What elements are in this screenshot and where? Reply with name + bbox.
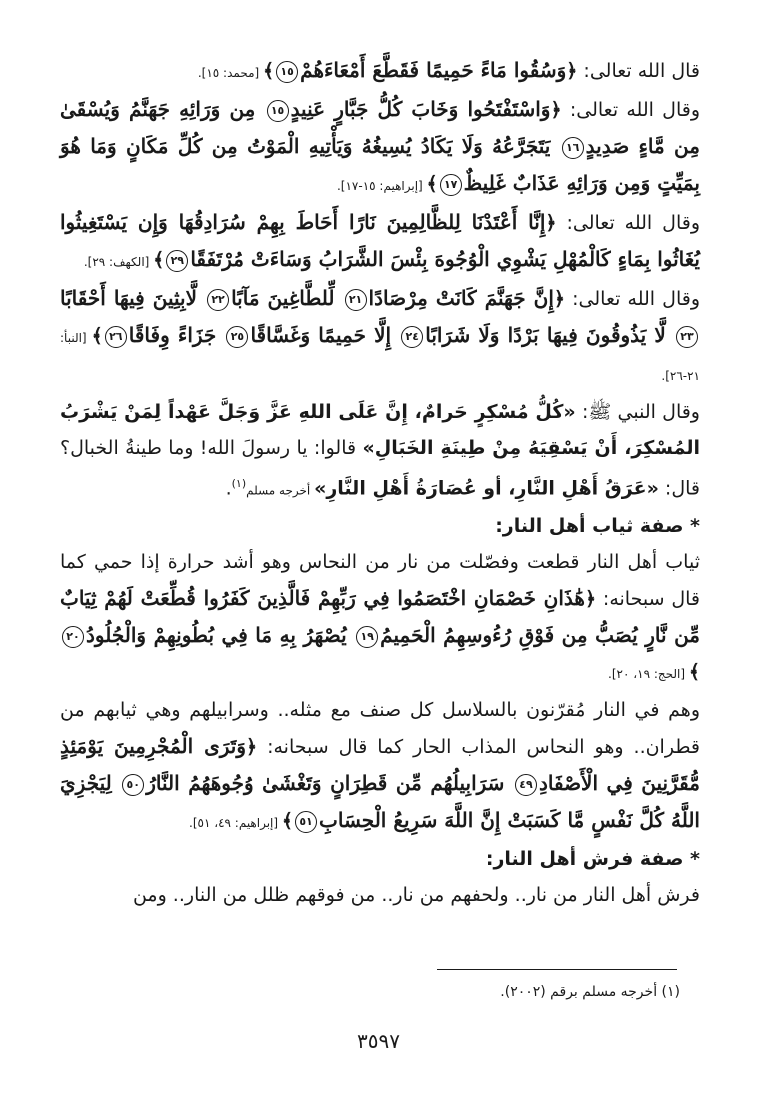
verse-text: لَّا يَذُوقُونَ فِيهَا بَرْدًا وَلَا شَرَابًا — [425, 323, 674, 347]
hadith-text: «عَرَقُ أَهْلِ النَّارِ، أو عُصَارَةُ أَهْلِ النَّارِ» — [314, 477, 659, 500]
verse-text: لَّابِثِينَ فِيهَا أَحْقَابًا — [60, 286, 206, 310]
verse-text: يَتَجَرَّعُهُ وَلَا يَكَادُ يُسِيغُهُ وَيَأْتِيهِ الْمَوْتُ مِن كُلِّ مَكَانٍ وَمَا هُوَ بِمَيِّتٍ وَمِن وَرَائِهِ عَذَابٌ غَلِيظٌ — [60, 134, 700, 195]
clothes-paragraphs — [60, 544, 700, 841]
citation-source: [إبراهيم: ١٥-١٧]. — [336, 179, 427, 193]
quran-bracket: ﴾ — [281, 810, 294, 833]
page-number: ٣٥٩٧ — [357, 1029, 400, 1053]
quran-bracket: ﴿ — [584, 588, 597, 611]
paragraph-c1 — [60, 544, 700, 692]
paragraph-b3 — [60, 204, 700, 280]
verse-number: ٢٥ — [226, 326, 248, 348]
footnote-separator — [437, 969, 677, 970]
body-text: . — [225, 477, 232, 500]
verse-number: ٢٩ — [166, 250, 188, 272]
footnote: (١) أخرجه مسلم برقم (٢٠٠٢). — [500, 984, 680, 1000]
citation-source: [محمد: ١٥]. — [197, 66, 263, 80]
citation-source: [الكهف: ٢٩]. — [83, 255, 154, 269]
quran-bracket: ﴿ — [245, 736, 258, 759]
verse-number: ٢٦ — [105, 326, 127, 348]
verse-number: ٢١ — [345, 289, 367, 311]
body-text: قال الله تعالى: — [577, 60, 700, 82]
verse-number: ١٥ — [267, 100, 289, 122]
body-text: وقال الله تعالى: — [561, 99, 701, 121]
verse-number: ٤٩ — [515, 774, 537, 796]
verse-text: إِنَّا أَعْتَدْنَا لِلظَّالِمِينَ نَارًا أَحَاطَ بِهِمْ سُرَادِقُهَا وَإِن يَسْتَغِيثُوا يُغَاثُوا بِمَاءٍ كَالْمُهْلِ يَشْوِي الْوُجُوهَ بِئْسَ الشَّرَابُ وَسَاءَتْ مُرْتَفَقًا — [60, 210, 700, 271]
body-text: وقال النبي ﷺ: — [575, 401, 700, 423]
verse-text: لِيَجْزِيَ اللَّهُ كُلَّ نَفْسٍ مَّا كَسَبَتْ إِنَّ اللَّهَ سَرِيعُ الْحِسَابِ — [60, 771, 700, 833]
verse-text: لِّلطَّاغِينَ مَآبًا — [231, 286, 343, 310]
quran-bracket: ﴿ — [553, 288, 566, 310]
quran-bracket: ﴾ — [153, 249, 165, 271]
main-text — [60, 52, 700, 913]
verse-text: جَزَاءً وِفَاقًا — [128, 323, 225, 347]
citation-source: [النبأ: ٢١-٢٦]. — [60, 331, 700, 383]
closing-line: فرش أهل النار من نار.. ولحفهم من نار.. من فوقهم ظلل من النار.. ومن — [132, 884, 700, 907]
verse-number: ٥١ — [295, 811, 317, 833]
body-text: قالوا: يا رسولَ الله! وما طينةُ الخبال؟ قال: — [60, 437, 700, 500]
verse-text: هَٰذَانِ خَصْمَانِ اخْتَصَمُوا فِي رَبِّهِمْ فَالَّذِينَ كَفَرُوا قُطِّعَتْ لَهُمْ ثِيَابٌ مِّن نَّارٍ يُصَبُّ مِن فَوْقِ رُءُوسِهِمُ الْحَمِيمُ — [60, 586, 700, 648]
verse-text: وَسُقُوا مَاءً حَمِيمًا فَقَطَّعَ أَمْعَاءَهُمْ — [300, 58, 567, 82]
quran-bracket: ﴿ — [545, 212, 557, 234]
paragraph-b4 — [60, 280, 700, 394]
paragraph-b2 — [60, 91, 700, 204]
verse-text: إِنَّ جَهَنَّمَ كَانَتْ مِرْصَادًا — [368, 286, 554, 310]
quran-citations — [60, 52, 700, 508]
body-text: وهم في النار مُقرّنون بالسلاسل كل صنف مع مثله.. وسرابيلهم وهي ثيابهم من قطران.. وهو النحاس المذاب الحار كما قال سبحانه: — [60, 699, 700, 759]
verse-number: ٢٠ — [62, 626, 84, 648]
citation-source: [الحج: ١٩، ٢٠]. — [608, 667, 689, 682]
quran-bracket: ﴿ — [550, 99, 562, 121]
verse-number: ٢٣ — [676, 326, 698, 348]
verse-number: ١٦ — [562, 137, 584, 159]
quran-bracket: ﴿ — [566, 60, 578, 82]
verse-text: سَرَابِيلُهُم مِّن قَطِرَانٍ وَتَغْشَىٰ وُجُوهَهُمُ النَّارُ — [146, 771, 513, 796]
quran-bracket: ﴾ — [426, 173, 438, 195]
verse-text: مِن وَرَائِهِ جَهَنَّمُ وَيُسْقَىٰ مِن مَّاءٍ صَدِيدٍ — [60, 97, 700, 158]
paragraph-b5 — [60, 394, 700, 508]
citation-source: أخرجه مسلم — [246, 483, 315, 498]
citation-source: [إبراهيم: ٤٩، ٥١]. — [189, 816, 282, 831]
verse-number: ١٩ — [356, 626, 378, 648]
footnote-marker: (١) — [231, 477, 247, 490]
section-title-beds: * صفة فرش أهل النار: — [485, 848, 700, 871]
quran-bracket: ﴾ — [91, 325, 103, 347]
verse-number: ٥٠ — [122, 774, 144, 796]
paragraph-c2 — [60, 692, 700, 841]
body-text: وقال الله تعالى: — [565, 288, 701, 310]
verse-text: وَتَرَى الْمُجْرِمِينَ يَوْمَئِذٍ مُّقَرَّنِينَ فِي الْأَصْفَادِ — [60, 734, 700, 796]
hadith-text: «كُلُّ مُسْكِرٍ حَرامٌ، إِنَّ عَلَى اللهِ عَزَّ وَجَلَّ عَهْداً لِمَنْ يَشْرَبُ المُسْكِرَ، أَنْ يَسْقِيَهُ مِنْ طِينَةِ الخَبَالِ» — [60, 401, 700, 459]
verse-number: ١٥ — [276, 61, 298, 83]
quran-bracket: ﴾ — [263, 60, 275, 82]
section-title-clothes: * صفة ثياب أهل النار: — [495, 515, 700, 538]
body-text: ثياب أهل النار قطعت وفصّلت من نار من النحاس وهو أشد حرارة إذا حمي كما قال سبحانه: — [60, 551, 700, 611]
verse-number: ٢٢ — [207, 289, 229, 311]
verse-number: ١٧ — [440, 174, 462, 196]
quran-bracket: ﴾ — [688, 661, 700, 684]
verse-text: وَاسْتَفْتَحُوا وَخَابَ كُلُّ جَبَّارٍ عَنِيدٍ — [290, 97, 551, 121]
verse-text: يُصْهَرُ بِهِ مَا فِي بُطُونِهِمْ وَالْجُلُودُ — [86, 623, 355, 648]
body-text: وقال الله تعالى: — [556, 212, 700, 234]
paragraph-b1 — [60, 52, 700, 91]
verse-number: ٢٤ — [401, 326, 423, 348]
verse-text: إِلَّا حَمِيمًا وَغَسَّاقًا — [250, 323, 400, 347]
